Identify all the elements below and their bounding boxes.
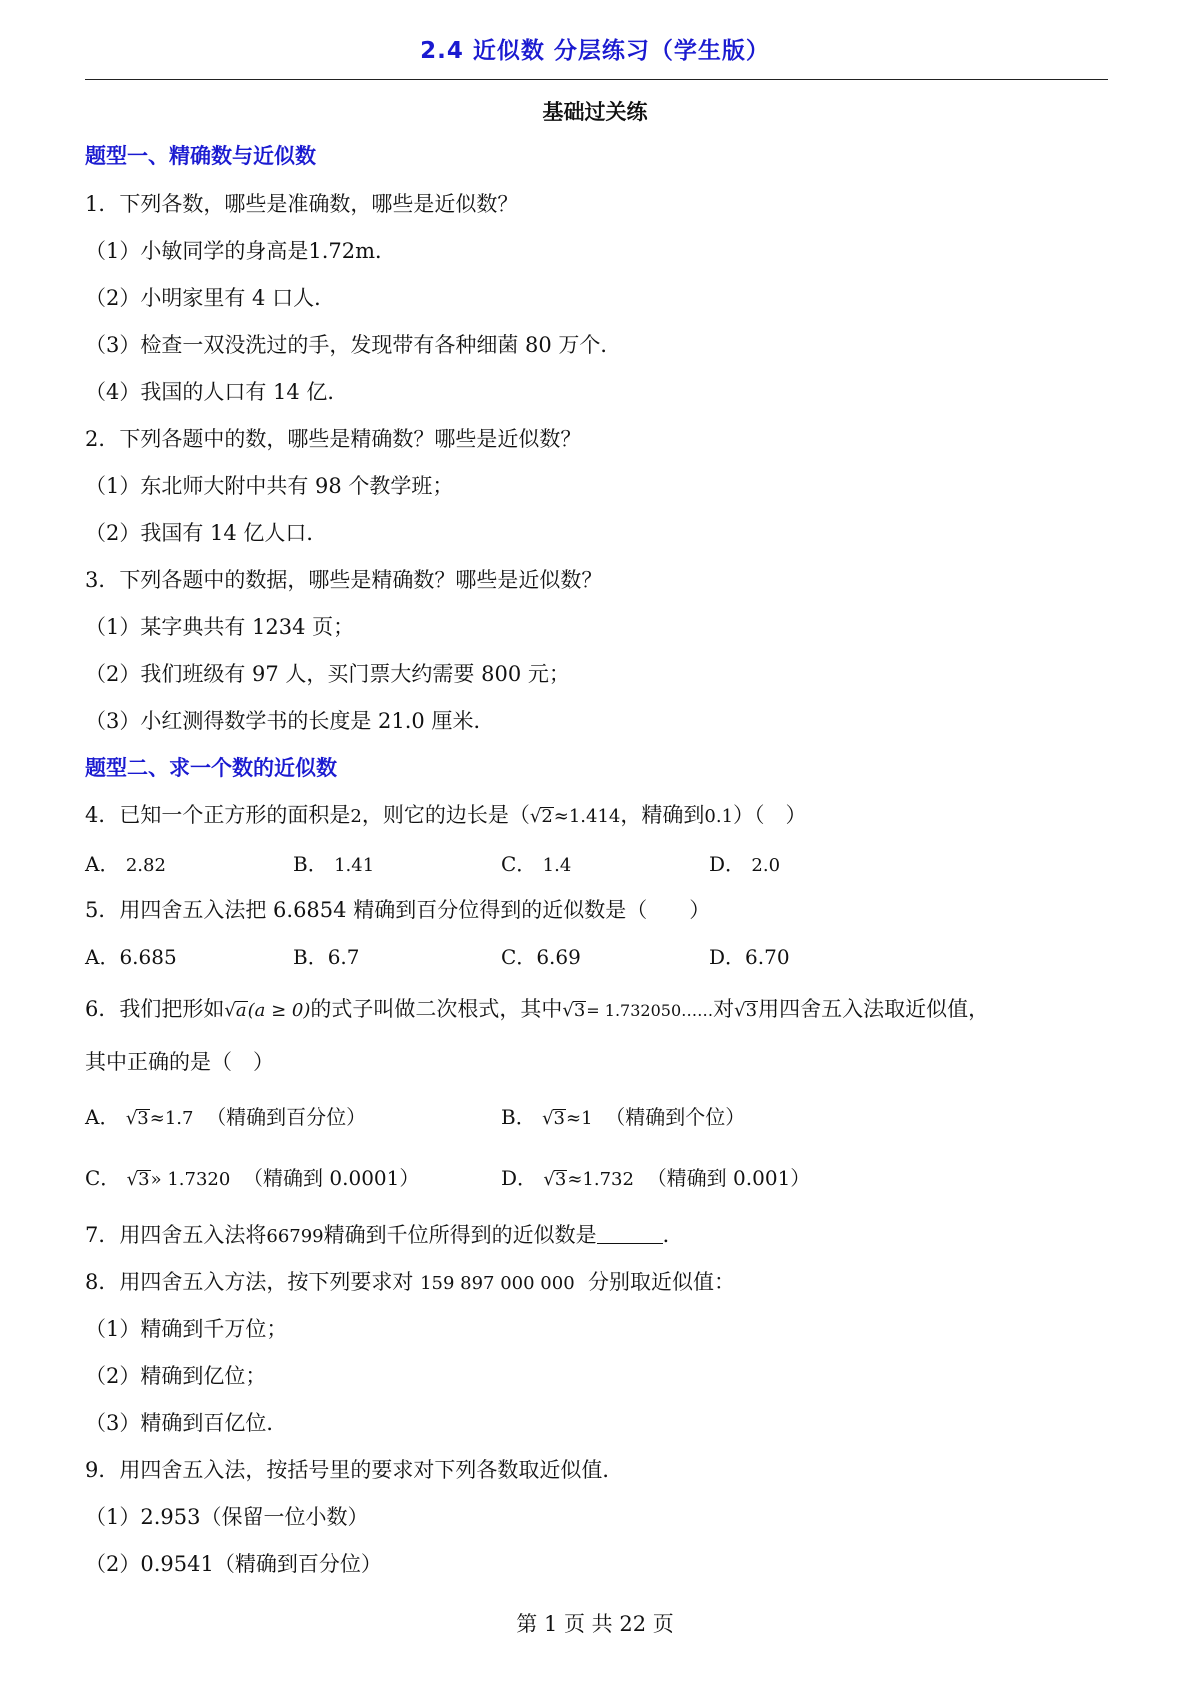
question-6-option-c	[85, 1162, 419, 1191]
sqrt-3-radicand: 3	[573, 1000, 586, 1021]
question-5-option-c	[501, 941, 581, 970]
sqrt-3-expression: √3	[562, 1000, 586, 1021]
option-letter: C．	[501, 945, 537, 969]
question-4-stem-b: ，则它的边长是（	[361, 803, 530, 827]
question-5-option-b	[293, 941, 360, 970]
option-note: （精确到 0.0001）	[243, 1166, 420, 1190]
sqrt-3-expression: √3	[543, 1169, 567, 1190]
option-note: （精确到个位）	[605, 1105, 746, 1129]
question-7-stem-a: 7．用四舍五入法将	[85, 1223, 267, 1247]
question-4-option-d	[709, 848, 780, 877]
sqrt-3-expression: √3	[734, 1000, 758, 1021]
question-7-stem	[85, 1219, 684, 1249]
question-1-part-2: （2）小明家里有 4 口人．	[85, 286, 336, 310]
page-footer: 第 1 页 共 22 页	[516, 1612, 674, 1636]
option-value: 6.70	[745, 945, 790, 969]
option-letter: B．	[293, 945, 328, 969]
question-9-part-2: （2）0.9541（精确到百分位）	[85, 1552, 382, 1576]
question-8-part-3: （3）精确到百亿位．	[85, 1411, 288, 1435]
sqrt-2-radicand: 2	[541, 806, 553, 827]
question-4-precision: 0.1	[704, 806, 734, 827]
sqrt-2-expression: √2	[529, 806, 553, 827]
question-6-condition: (a ≥ 0)	[247, 1000, 311, 1021]
question-7-stem-b: 精确到千位所得到的近似数是	[323, 1223, 597, 1247]
header-divider	[85, 79, 1108, 80]
option-letter: D．	[709, 852, 746, 876]
question-1-part-1: （1）小敏同学的身高是1.72m．	[85, 239, 397, 263]
option-value: 1.41	[334, 855, 375, 876]
sqrt-3-expression: √3	[542, 1108, 565, 1129]
question-6-stem	[85, 993, 989, 1023]
option-value: 6.69	[536, 945, 581, 969]
question-5-stem: 5．用四舍五入法把 6.6854 精确到百分位得到的近似数是（ ）	[85, 898, 711, 922]
question-4-stem	[85, 799, 807, 829]
option-letter: D．	[501, 1166, 538, 1190]
section-heading-1: 题型一、精确数与近似数	[85, 144, 316, 168]
question-3-stem: 3．下列各题中的数据，哪些是精确数？哪些是近似数？	[85, 568, 603, 592]
option-letter: A．	[85, 852, 120, 876]
option-value: 2.82	[125, 855, 166, 876]
question-4-stem-d: ）（ ）	[733, 803, 807, 827]
question-2-part-1: （1）东北师大附中共有 98 个教学班；	[85, 474, 454, 498]
question-8-stem	[85, 1266, 735, 1296]
question-9-part-1: （1）2.953（保留一位小数）	[85, 1505, 369, 1529]
sqrt-3-radicand: 3	[138, 1169, 150, 1190]
option-letter: C．	[501, 852, 537, 876]
option-expression: ≈1.7	[149, 1108, 194, 1129]
question-6-option-b	[501, 1101, 745, 1130]
question-7-stem-c: ．	[662, 1223, 684, 1247]
question-5-option-d	[709, 941, 790, 970]
question-6-value: = 1.732050……	[586, 1001, 714, 1020]
question-4-option-a	[85, 848, 166, 877]
option-letter: A．	[85, 945, 120, 969]
sqrt-3-radicand: 3	[553, 1108, 565, 1129]
sqrt-3-radicand: 3	[554, 1169, 567, 1190]
question-8-part-2: （2）精确到亿位；	[85, 1364, 267, 1388]
question-7-number: 66799	[266, 1226, 324, 1247]
question-6-stem-c: 对	[713, 997, 735, 1021]
question-2-stem: 2．下列各题中的数，哪些是精确数？哪些是近似数？	[85, 427, 582, 451]
question-1-part-3: （3）检查一双没洗过的手，发现带有各种细菌 80 万个．	[85, 333, 622, 357]
question-4-option-c	[501, 848, 571, 877]
question-2-part-2: （2）我国有 14 亿人口．	[85, 521, 328, 545]
option-letter: C．	[85, 1166, 121, 1190]
question-6-line-2: 其中正确的是（ ）	[85, 1050, 274, 1074]
question-4-area: 2	[350, 806, 362, 827]
option-value: 6.7	[327, 945, 360, 969]
section-heading-2: 题型二、求一个数的近似数	[85, 756, 337, 780]
option-expression: » 1.7320	[150, 1169, 231, 1190]
option-value: 2.0	[751, 855, 781, 876]
question-6-stem-a: 6．我们把形如	[85, 997, 225, 1021]
sqrt-3-radicand: 3	[137, 1108, 149, 1129]
sqrt-a-expression: √a	[224, 1000, 247, 1021]
option-letter: A．	[85, 1105, 120, 1129]
question-8-number: 159 897 000 000	[420, 1273, 575, 1294]
sqrt-a-radicand: a	[235, 1000, 247, 1021]
question-8-part-1: （1）精确到千万位；	[85, 1317, 288, 1341]
question-4-option-b	[293, 848, 374, 877]
question-3-part-1: （1）某字典共有 1234 页；	[85, 615, 355, 639]
option-note: （精确到百分位）	[206, 1105, 367, 1129]
question-4-stem-c: ，精确到	[620, 803, 705, 827]
question-3-part-3: （3）小红测得数学书的长度是 21.0 厘米．	[85, 709, 495, 733]
question-6-stem-d: 用四舍五入法取近似值，	[758, 997, 990, 1021]
page-subtitle: 基础过关练	[542, 100, 648, 124]
question-6-option-a	[85, 1101, 366, 1130]
question-9-stem: 9．用四舍五入法，按括号里的要求对下列各数取近似值．	[85, 1458, 624, 1482]
question-1-stem: 1．下列各数，哪些是准确数，哪些是近似数？	[85, 192, 519, 216]
question-8-stem-a: 8．用四舍五入方法，按下列要求对	[85, 1270, 414, 1294]
sqrt-3-expression: √3	[125, 1108, 149, 1129]
sqrt-3-radicand: 3	[745, 1000, 758, 1021]
question-6-stem-b: 的式子叫做二次根式，其中	[310, 997, 563, 1021]
option-letter: B．	[293, 852, 328, 876]
option-value: 6.685	[119, 945, 177, 969]
question-4-approx: ≈1.414	[553, 806, 621, 827]
sqrt-3-expression: √3	[126, 1169, 150, 1190]
option-letter: D．	[709, 945, 746, 969]
option-expression: ≈1.732	[567, 1169, 634, 1190]
answer-blank	[597, 1225, 663, 1244]
question-3-part-2: （2）我们班级有 97 人，买门票大约需要 800 元；	[85, 662, 570, 686]
question-5-option-a	[85, 941, 177, 970]
page-title: 2.4 近似数 分层练习（学生版）	[420, 38, 770, 64]
option-expression: ≈1	[566, 1108, 593, 1129]
question-6-option-d	[501, 1162, 810, 1191]
question-4-stem-a: 4．已知一个正方形的面积是	[85, 803, 351, 827]
question-8-stem-b: 分别取近似值：	[588, 1270, 736, 1294]
option-value: 1.4	[542, 855, 572, 876]
option-letter: B．	[501, 1105, 536, 1129]
option-note: （精确到 0.001）	[646, 1166, 811, 1190]
question-1-part-4: （4）我国的人口有 14 亿．	[85, 380, 349, 404]
